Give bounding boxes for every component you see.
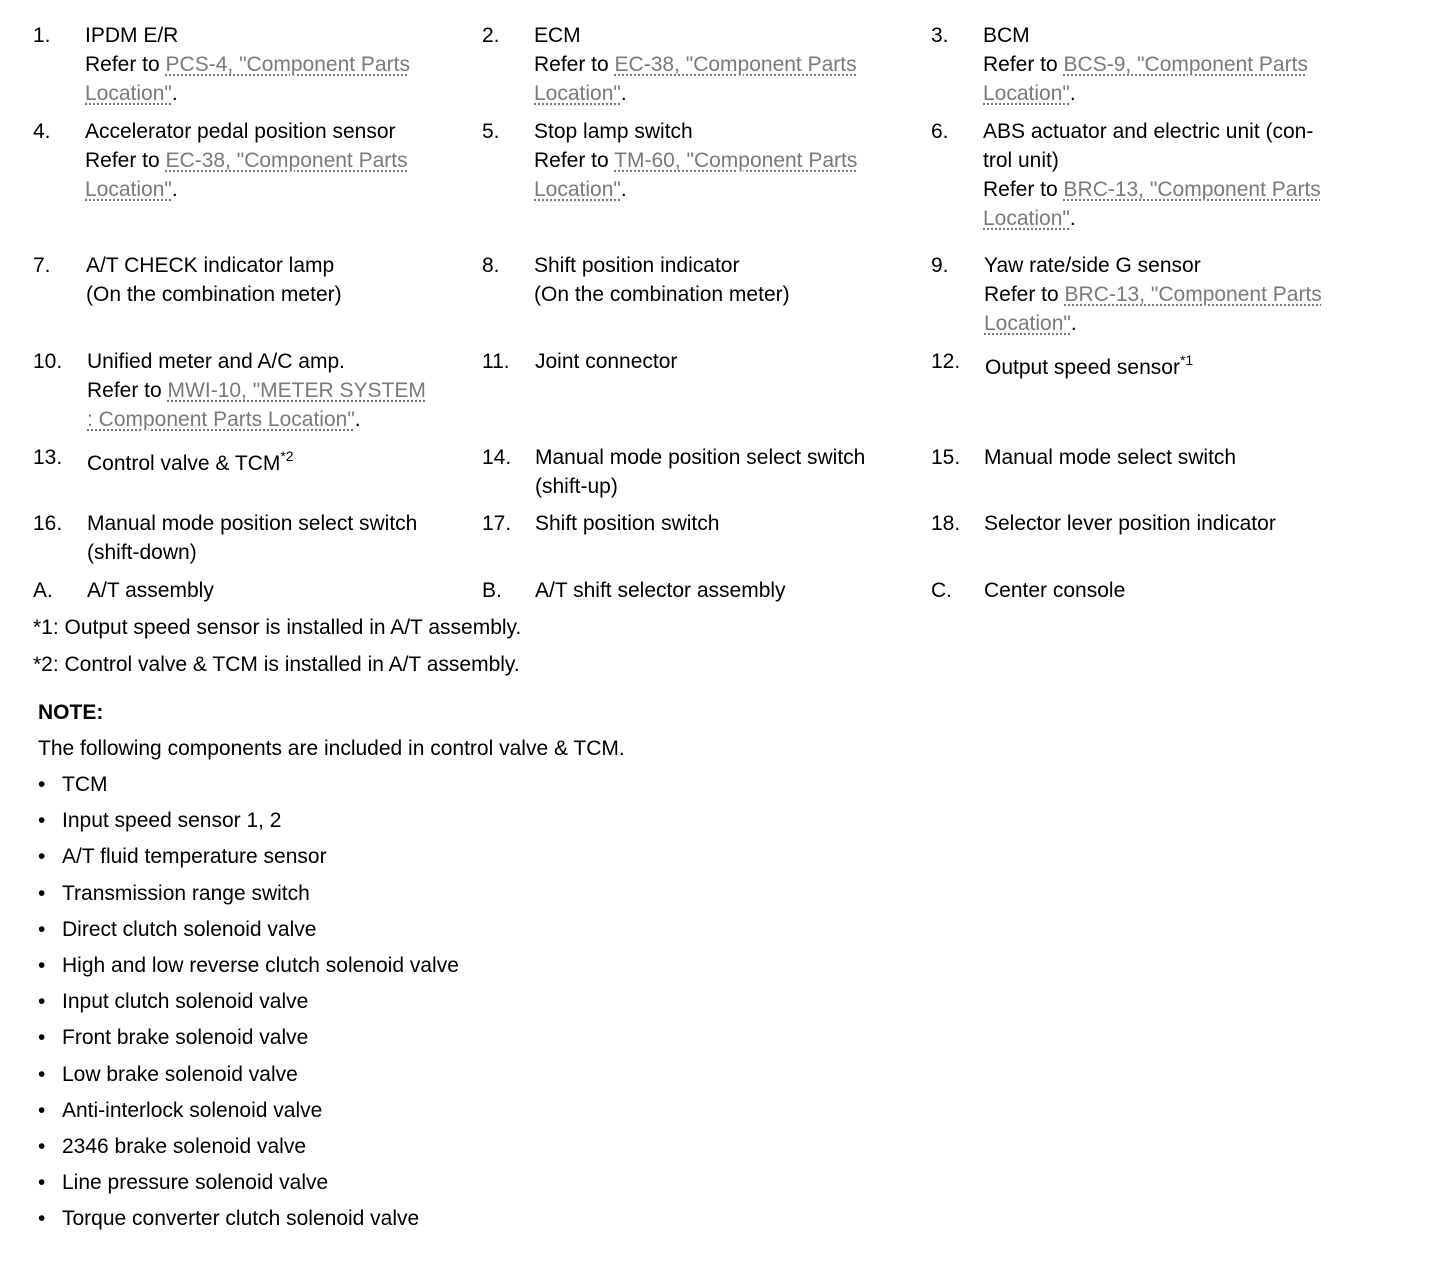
ref-link-brc-13-cont[interactable]: Location" [984, 312, 1071, 335]
legend-label: Shift position indicator [534, 254, 740, 277]
legend-sublabel: (shift-up) [535, 475, 618, 498]
legend-number: 10. [33, 350, 63, 373]
bullet-icon: • [38, 990, 46, 1013]
legend-number: B. [482, 579, 502, 602]
footnote-marker: *1 [1179, 352, 1194, 368]
legend-label: Yaw rate/side G sensor [984, 254, 1201, 277]
legend-label: ABS actuator and electric unit (con- [983, 120, 1314, 143]
ref-link-pcs-4-cont[interactable]: Location" [85, 82, 172, 105]
ref-link-tm-60-cont[interactable]: Location" [534, 178, 621, 201]
ref-link-pcs-4[interactable]: PCS-4, "Component Parts [165, 53, 410, 76]
bullet-icon: • [38, 1099, 46, 1122]
legend-sublabel: (On the combination meter) [86, 283, 342, 306]
legend-number: 9. [931, 254, 949, 277]
bullet-text: Transmission range switch [62, 882, 310, 905]
legend-label: Selector lever position indicator [984, 512, 1276, 535]
bullet-text: Input speed sensor 1, 2 [62, 809, 282, 832]
legend-label: Stop lamp switch [534, 120, 693, 143]
legend-label: Manual mode position select switch [87, 512, 418, 535]
legend-number: 6. [931, 120, 949, 143]
ref-link-ec-38[interactable]: EC-38, "Component Parts [165, 149, 408, 172]
ref-link-tm-60[interactable]: TM-60, "Component Parts [614, 149, 858, 172]
bullet-icon: • [38, 1063, 46, 1086]
bullet-text: Anti-interlock solenoid valve [62, 1099, 323, 1122]
legend-number: 2. [482, 24, 500, 47]
footnote-2: *2: Control valve & TCM is installed in A/T assembly. [33, 653, 520, 676]
legend-number: 7. [33, 254, 51, 277]
bullet-icon: • [38, 845, 46, 868]
legend-number: 5. [482, 120, 500, 143]
ref-link-ec-38[interactable]: EC-38, "Component Parts [614, 53, 857, 76]
bullet-text: Front brake solenoid valve [62, 1026, 309, 1049]
ref-link-ec-38-cont[interactable]: Location" [534, 82, 621, 105]
bullet-text: Line pressure solenoid valve [62, 1171, 329, 1194]
legend-label-cont: trol unit) [983, 149, 1059, 172]
bullet-icon: • [38, 918, 46, 941]
legend-sublabel: (shift-down) [87, 541, 197, 564]
legend-label: BCM [983, 24, 1030, 47]
legend-label: Manual mode select switch [984, 446, 1237, 469]
ref-link-mwi-10-cont[interactable]: : Component Parts Location" [87, 408, 355, 431]
bullet-icon: • [38, 1171, 46, 1194]
note-title: NOTE: [38, 701, 104, 724]
bullet-text: TCM [62, 773, 108, 796]
legend-number: 4. [33, 120, 51, 143]
legend-number: 3. [931, 24, 949, 47]
bullet-icon: • [38, 882, 46, 905]
legend-number: 1. [33, 24, 51, 47]
legend-sublabel: (On the combination meter) [534, 283, 790, 306]
legend-number: 14. [482, 446, 512, 469]
legend-number: C. [931, 579, 952, 602]
legend-label: Joint connector [535, 350, 678, 373]
bullet-text: Torque converter clutch solenoid valve [62, 1207, 420, 1230]
ref-link-bcs-9-cont[interactable]: Location" [983, 82, 1070, 105]
bullet-text: 2346 brake solenoid valve [62, 1135, 307, 1158]
ref-link-brc-13-cont[interactable]: Location" [983, 207, 1070, 230]
bullet-icon: • [38, 809, 46, 832]
note-intro: The following components are included in control valve & TCM. [38, 737, 625, 760]
legend-label: Output speed sensor [985, 356, 1180, 379]
legend-number: 11. [482, 350, 510, 373]
legend-number: 16. [33, 512, 63, 535]
bullet-text: Direct clutch solenoid valve [62, 918, 317, 941]
bullet-icon: • [38, 1207, 46, 1230]
ref-link-mwi-10[interactable]: MWI-10, "METER SYSTEM [167, 379, 426, 402]
bullet-icon: • [38, 1026, 46, 1049]
legend-label: ECM [534, 24, 581, 47]
legend-label: A/T CHECK indicator lamp [86, 254, 335, 277]
legend-number: 8. [482, 254, 500, 277]
legend-label: Unified meter and A/C amp. [87, 350, 345, 373]
bullet-icon: • [38, 954, 46, 977]
bullet-text: Low brake solenoid valve [62, 1063, 298, 1086]
legend-label: IPDM E/R [85, 24, 179, 47]
legend-label: Control valve & TCM [87, 452, 281, 475]
legend-number: 18. [931, 512, 961, 535]
legend-number: 13. [33, 446, 63, 469]
legend-label: Center console [984, 579, 1126, 602]
bullet-icon: • [38, 1135, 46, 1158]
legend-number: A. [33, 579, 53, 602]
legend-label: Manual mode position select switch [535, 446, 866, 469]
legend-label: Shift position switch [535, 512, 720, 535]
legend-number: 17. [482, 512, 512, 535]
legend-label: A/T assembly [87, 579, 214, 602]
legend-number: 15. [931, 446, 961, 469]
legend-number: 12. [931, 350, 961, 373]
footnote-marker: *2 [280, 448, 294, 464]
bullet-text: A/T fluid temperature sensor [62, 845, 327, 868]
legend-label: Accelerator pedal position sensor [85, 120, 396, 143]
footnote-1: *1: Output speed sensor is installed in A/T assembly. [33, 616, 522, 639]
bullet-text: High and low reverse clutch solenoid valve [62, 954, 459, 977]
ref-link-bcs-9[interactable]: BCS-9, "Component Parts [1063, 53, 1308, 76]
ref-link-brc-13[interactable]: BRC-13, "Component Parts [1064, 283, 1322, 306]
ref-link-brc-13[interactable]: BRC-13, "Component Parts [1063, 178, 1321, 201]
ref-link-ec-38-cont[interactable]: Location" [85, 178, 172, 201]
bullet-text: Input clutch solenoid valve [62, 990, 309, 1013]
bullet-icon: • [38, 773, 46, 796]
legend-label: A/T shift selector assembly [535, 579, 786, 602]
